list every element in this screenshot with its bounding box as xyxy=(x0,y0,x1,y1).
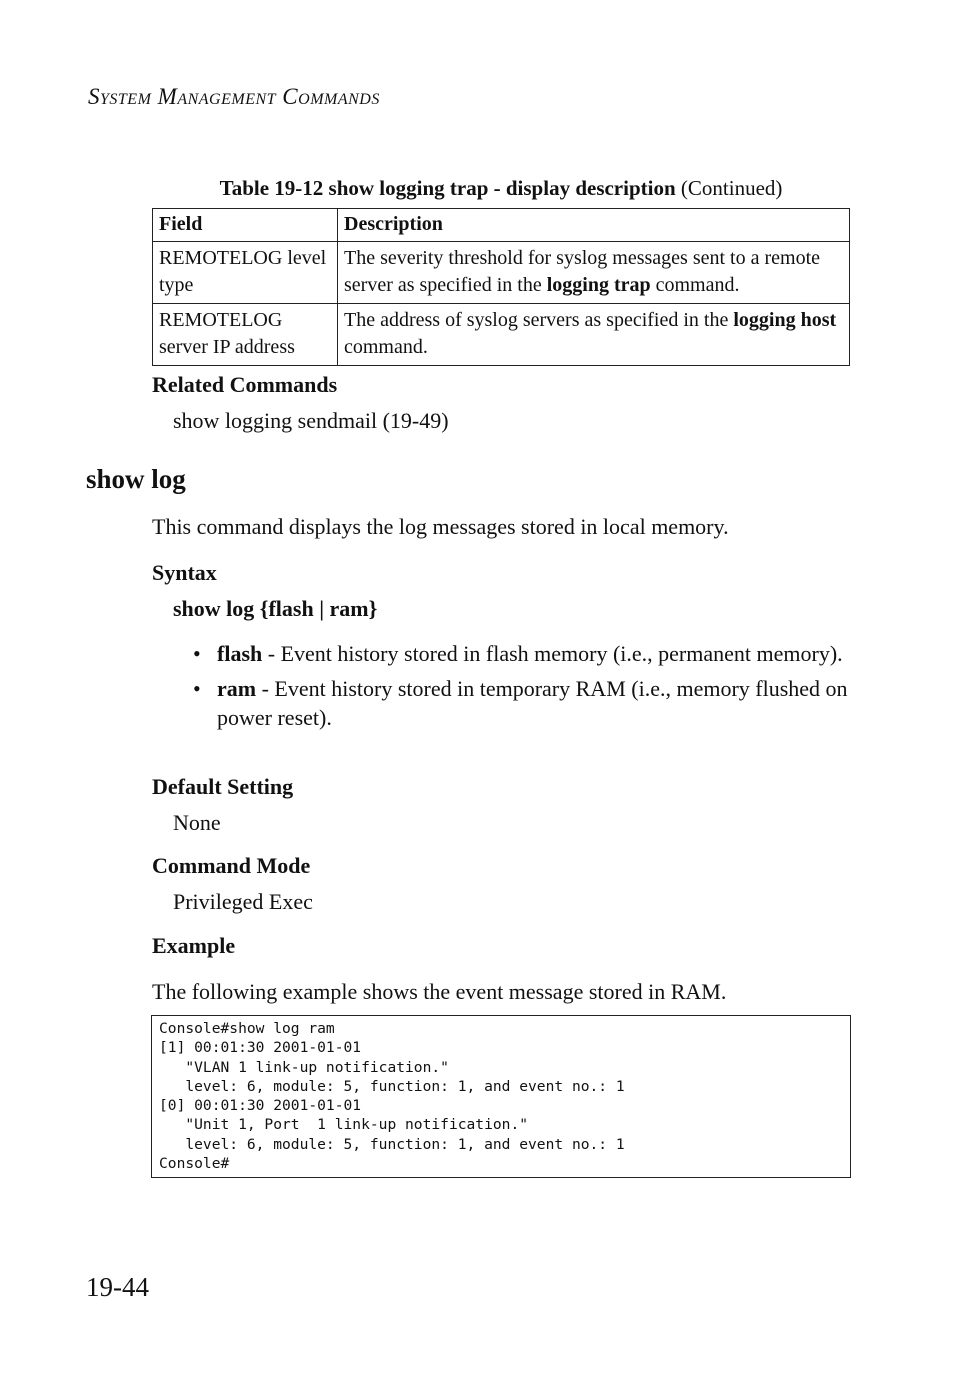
command-mode-value: Privileged Exec xyxy=(173,889,313,914)
field-cell: REMOTELOG level type xyxy=(153,242,338,304)
table-header-row xyxy=(153,209,850,242)
running-header: SYSTEM MANAGEMENT COMMANDS xyxy=(88,84,380,109)
table-row xyxy=(153,242,850,304)
description-cell: The address of syslog servers as specified in the logging host command. xyxy=(338,304,850,366)
column-header-field: Field xyxy=(153,209,338,242)
field-cell: REMOTELOG server IP address xyxy=(153,304,338,366)
column-header-description: Description xyxy=(338,209,850,242)
bullet-icon: • xyxy=(193,676,201,701)
default-setting-heading: Default Setting xyxy=(152,774,294,799)
list-item: • ram - Event history stored in temporary RAM (i.e., memory flushed on power reset). xyxy=(193,676,848,730)
list-item: • flash - Event history stored in flash memory (i.e., permanent memory). xyxy=(193,641,843,666)
table-row xyxy=(153,304,850,366)
description-cell: The severity threshold for syslog messages sent to a remote server as specified in the logging trap command. xyxy=(338,242,850,304)
example-heading: Example xyxy=(152,933,236,958)
table-caption: Table 19-12 show logging trap - display description (Continued) xyxy=(219,176,783,200)
syntax-line: show log {flash | ram} xyxy=(173,596,378,621)
command-mode-heading: Command Mode xyxy=(152,853,311,878)
page-number: 19-44 xyxy=(86,1272,149,1302)
description-table xyxy=(152,208,850,366)
code-example: Console#show log ram [1] 00:01:30 2001-01-01 "VLAN 1 link-up notification." level: 6, module: 5, function: 1, and event no.: 1 [0] 00:01:30 2001-01-01 "Unit 1, Port 1 link-up notification." level: 6, module: 5, function: 1, and event no.: 1 Console# xyxy=(151,1015,851,1178)
bullet-icon: • xyxy=(193,641,201,666)
default-setting-value: None xyxy=(173,810,221,835)
command-title: show log xyxy=(86,464,186,494)
parameter-list xyxy=(193,639,853,738)
command-description: This command displays the log messages stored in local memory. xyxy=(152,514,729,539)
syntax-heading: Syntax xyxy=(152,560,217,585)
related-commands-link[interactable]: show logging sendmail (19-49) xyxy=(173,408,449,433)
example-description: The following example shows the event message stored in RAM. xyxy=(152,979,727,1004)
related-commands-heading: Related Commands xyxy=(152,372,338,397)
